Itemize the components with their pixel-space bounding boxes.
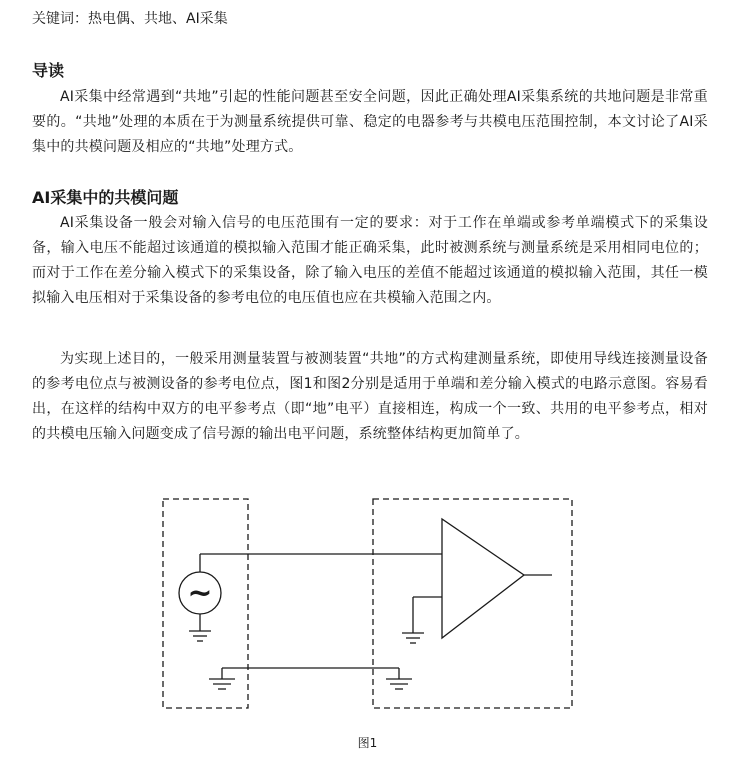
circuit-diagram [150,485,590,725]
intro-paragraph: AI采集中经常遇到“共地”引起的性能问题甚至安全问题，因此正确处理AI采集系统的共地问题是非常重要的。“共地”处理的本质在于为测量系统提供可靠、稳定的电器参考与共模电压范围控制，本文讨论了AI采集中的共模问题及相应的“共地”处理方式。 [32,89,708,155]
common-mode-paragraph-2: 为实现上述目的，一般采用测量装置与被测装置“共地”的方式构建测量系统，即使用导线连接测量设备的参考电位点与被测设备的参考电位点，图1和图2分别是适用于单端和差分输入模式的电路示意图。容易看出，在这样的结构中双方的电平参考点（即“地”电平）直接相连，构成一个一致、共用的电平参考点，相对的共模电压输入问题变成了信号源的输出电平问题，系统整体结构更加简单了。 [32,351,708,442]
measurement-device-box [373,499,572,708]
figure-caption: 图1 [357,736,378,750]
intro-heading: 导读 [32,61,65,80]
keywords-line: 关键词：热电偶、共地、AI采集 [32,11,228,27]
common-mode-heading: AI采集中的共模问题 [32,188,179,207]
amplifier-symbol [442,519,524,638]
common-mode-paragraph-1: AI采集设备一般会对输入信号的电压范围有一定的要求：对于工作在单端或参考单端模式下的采集设备，输入电压不能超过该通道的模拟输入范围才能正确采集，此时被测系统与测量系统是采用相同电位的；而对于工作在差分输入模式下的采集设备，除了输入电压的差值不能超过该通道的模拟输入范围，其任一模拟输入电压相对于采集设备的参考电位的电压值也应在共模输入范围之内。 [32,215,708,306]
source-tilde-glyph: ~ [187,576,213,611]
